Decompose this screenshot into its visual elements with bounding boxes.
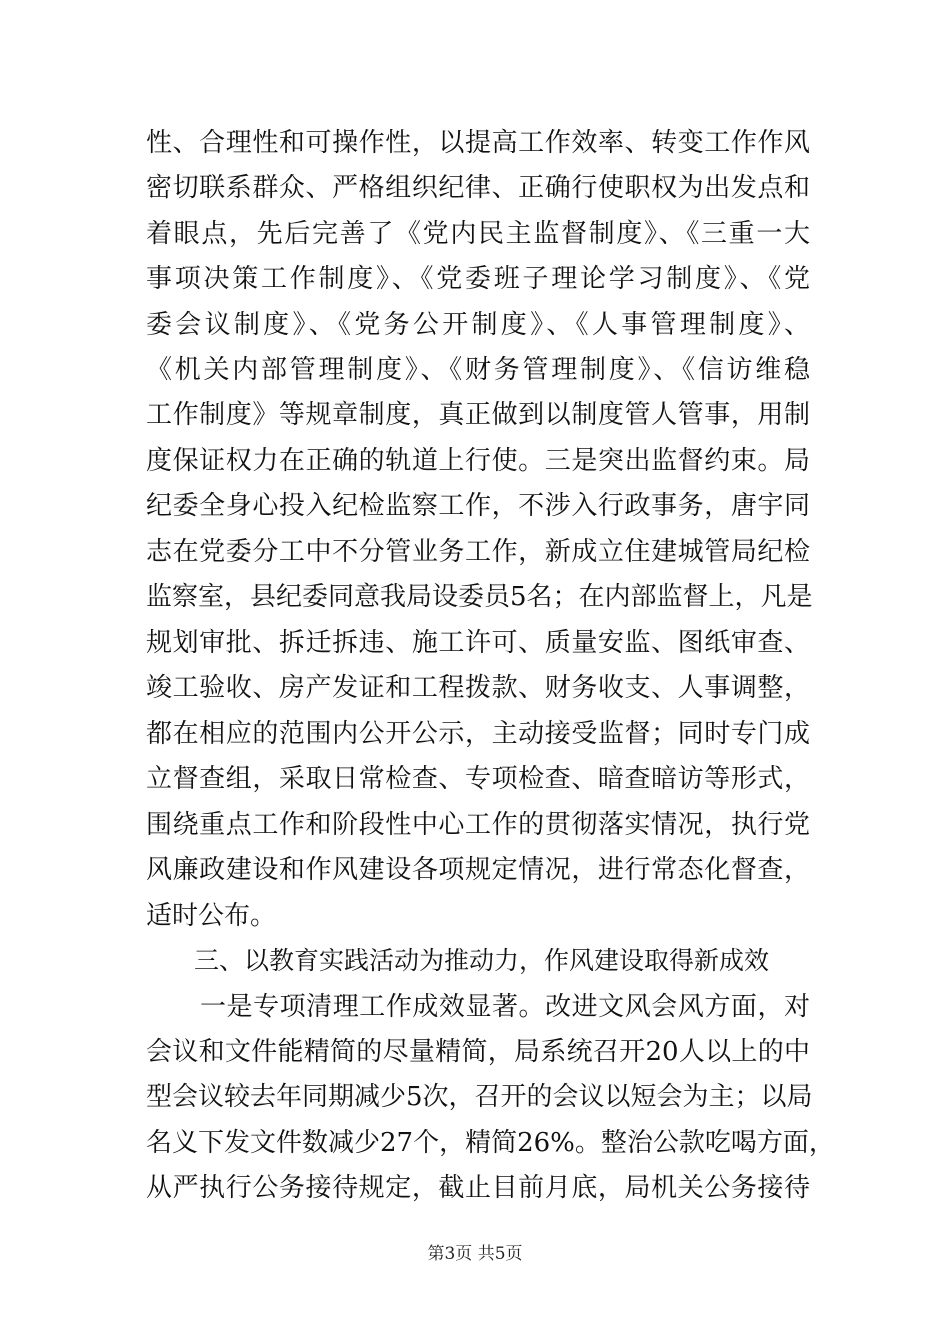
body-text-line: 都在相应的范围内公开公示，主动接受监督；同时专门成: [146, 719, 810, 749]
body-text-line: 志在党委分工中不分管业务工作，新成立住建城管局纪检: [146, 537, 810, 567]
body-text-line: 规划审批、拆迁拆违、施工许可、质量安监、图纸审查、: [146, 628, 810, 658]
body-text-line: 从严执行公务接待规定，截止目前月底，局机关公务接待: [146, 1173, 810, 1203]
body-text-line: 纪委全身心投入纪检监察工作，不涉入行政事务，唐宇同: [146, 491, 810, 521]
body-text-line: 着眼点，先后完善了《党内民主监督制度》、《三重一大: [146, 219, 810, 249]
body-text-line: 型会议较去年同期减少5次，召开的会议以短会为主；以局: [146, 1082, 813, 1112]
body-text-line: 适时公布。: [146, 901, 277, 931]
body-text-line: 风廉政建设和作风建设各项规定情况，进行常态化督查，: [146, 855, 810, 885]
body-text-line: 一是专项清理工作成效显著。改进文风会风方面，对: [200, 992, 810, 1022]
body-text-line: 工作制度》等规章制度，真正做到以制度管人管事，用制: [146, 400, 810, 430]
body-text-line: 度保证权力在正确的轨道上行使。三是突出监督约束。局: [146, 446, 810, 476]
body-text-line: 会议和文件能精简的尽量精简，局系统召开20人以上的中: [146, 1037, 810, 1067]
body-text-line: 密切联系群众、严格组织纪律、正确行使职权为出发点和: [146, 173, 810, 203]
section-heading: 三、以教育实践活动为推动力，作风建设取得新成效: [194, 946, 770, 975]
body-text-line: 立督查组，采取日常检查、专项检查、暗查暗访等形式，: [146, 764, 810, 794]
body-text-line: 委会议制度》、《党务公开制度》、《人事管理制度》、: [146, 310, 810, 340]
body-text-line: 名义下发文件数减少27个，精简26%。整治公款吃喝方面，: [146, 1128, 835, 1158]
body-text-line: 性、合理性和可操作性，以提高工作效率、转变工作作风: [146, 128, 810, 158]
page-number-footer: 第3页 共5页: [427, 1244, 523, 1264]
body-text-line: 监察室，县纪委同意我局设委员5名；在内部监督上，凡是: [146, 582, 813, 612]
body-text-line: 围绕重点工作和阶段性中心工作的贯彻落实情况，执行党: [146, 810, 810, 840]
body-text-line: 竣工验收、房产发证和工程拨款、财务收支、人事调整，: [146, 673, 810, 703]
body-text-line: 《机关内部管理制度》、《财务管理制度》、《信访维稳: [146, 355, 810, 385]
body-text-line: 事项决策工作制度》、《党委班子理论学习制度》、《党: [146, 264, 810, 294]
